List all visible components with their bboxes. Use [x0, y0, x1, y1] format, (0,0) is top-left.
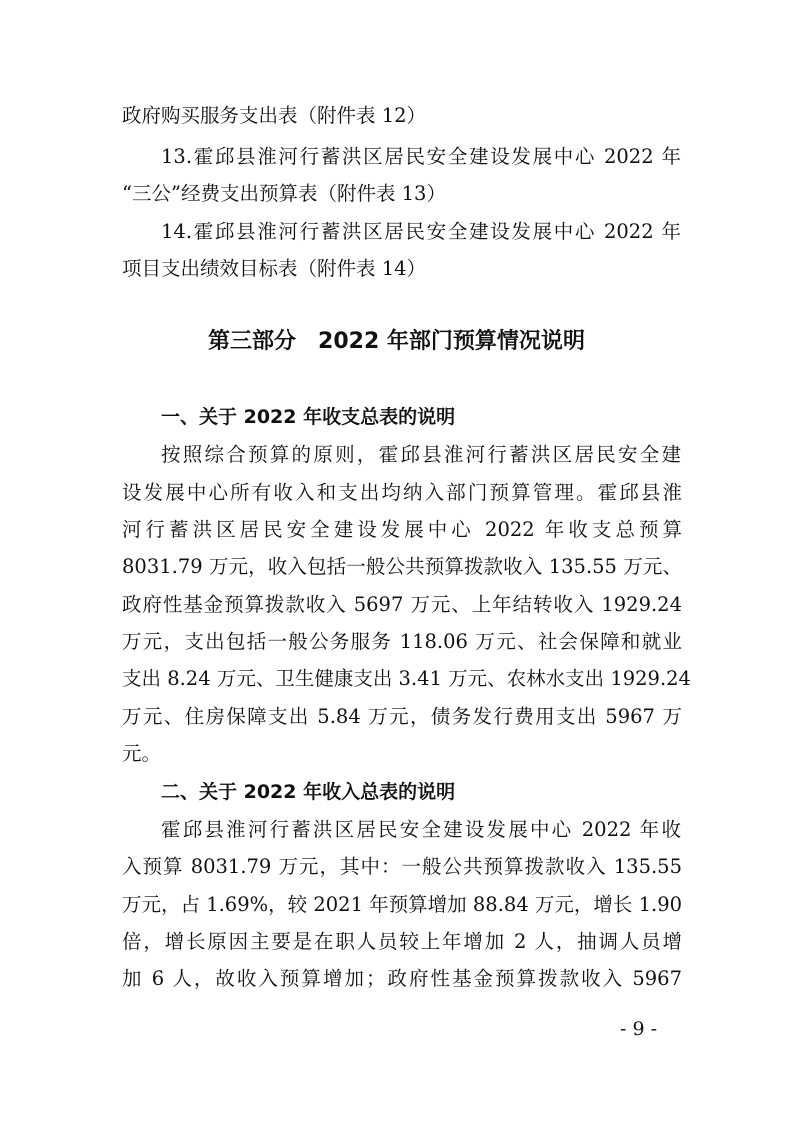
subsection-2-line: 万元，占 1.69%，较 2021 年预算增加 88.84 万元，增长 1.90 — [122, 893, 683, 916]
subsection-1-line: 万元，支出包括一般公务服务 118.06 万元、社会保障和就业 — [122, 630, 682, 653]
subsection-2-heading: 二、关于 2022 年收入总表的说明 — [161, 781, 456, 803]
list-item-13-line-2: “三公”经费支出预算表（附件表 13） — [122, 182, 446, 205]
subsection-1-line: 元。 — [122, 742, 162, 765]
list-item-12-line-1: 政府购买服务支出表（附件表 12） — [122, 104, 427, 127]
subsection-1-line: 设发展中心所有收入和支出均纳入部门预算管理。霍邱县淮 — [122, 481, 682, 504]
subsection-2-line: 加 6 人，故收入预算增加；政府性基金预算拨款收入 5967 — [122, 967, 682, 990]
subsection-2-line: 倍，增长原因主要是在职人员较上年增加 2 人，抽调人员增 — [122, 930, 682, 953]
subsection-1-line: 万元、住房保障支出 5.84 万元，债务发行费用支出 5967 万 — [122, 705, 682, 728]
subsection-1-line: 河行蓄洪区居民安全建设发展中心 2022 年收支总预算 — [122, 518, 682, 541]
subsection-2-line: 霍邱县淮河行蓄洪区居民安全建设发展中心 2022 年收 — [161, 818, 681, 841]
subsection-1-line: 按照综合预算的原则，霍邱县淮河行蓄洪区居民安全建 — [161, 443, 681, 466]
list-item-13-line-1: 13.霍邱县淮河行蓄洪区居民安全建设发展中心 2022 年 — [161, 145, 681, 168]
list-item-14-line-1: 14.霍邱县淮河行蓄洪区居民安全建设发展中心 2022 年 — [161, 220, 681, 243]
subsection-1-line: 8031.79 万元，收入包括一般公共预算拨款收入 135.55 万元、 — [122, 555, 682, 578]
subsection-1-line: 支出 8.24 万元、卫生健康支出 3.41 万元、农林水支出 1929.24 — [122, 667, 691, 690]
subsection-2-line: 入预算 8031.79 万元，其中：一般公共预算拨款收入 135.55 — [122, 855, 682, 878]
subsection-1-line: 政府性基金预算拨款收入 5697 万元、上年结转收入 1929.24 — [122, 593, 682, 616]
subsection-1-heading: 一、关于 2022 年收支总表的说明 — [161, 406, 456, 428]
page-number: - 9 - — [620, 1018, 658, 1040]
list-item-14-line-2: 项目支出绩效目标表（附件表 14） — [122, 257, 427, 280]
section-title: 第三部分 2022 年部门预算情况说明 — [208, 329, 585, 354]
